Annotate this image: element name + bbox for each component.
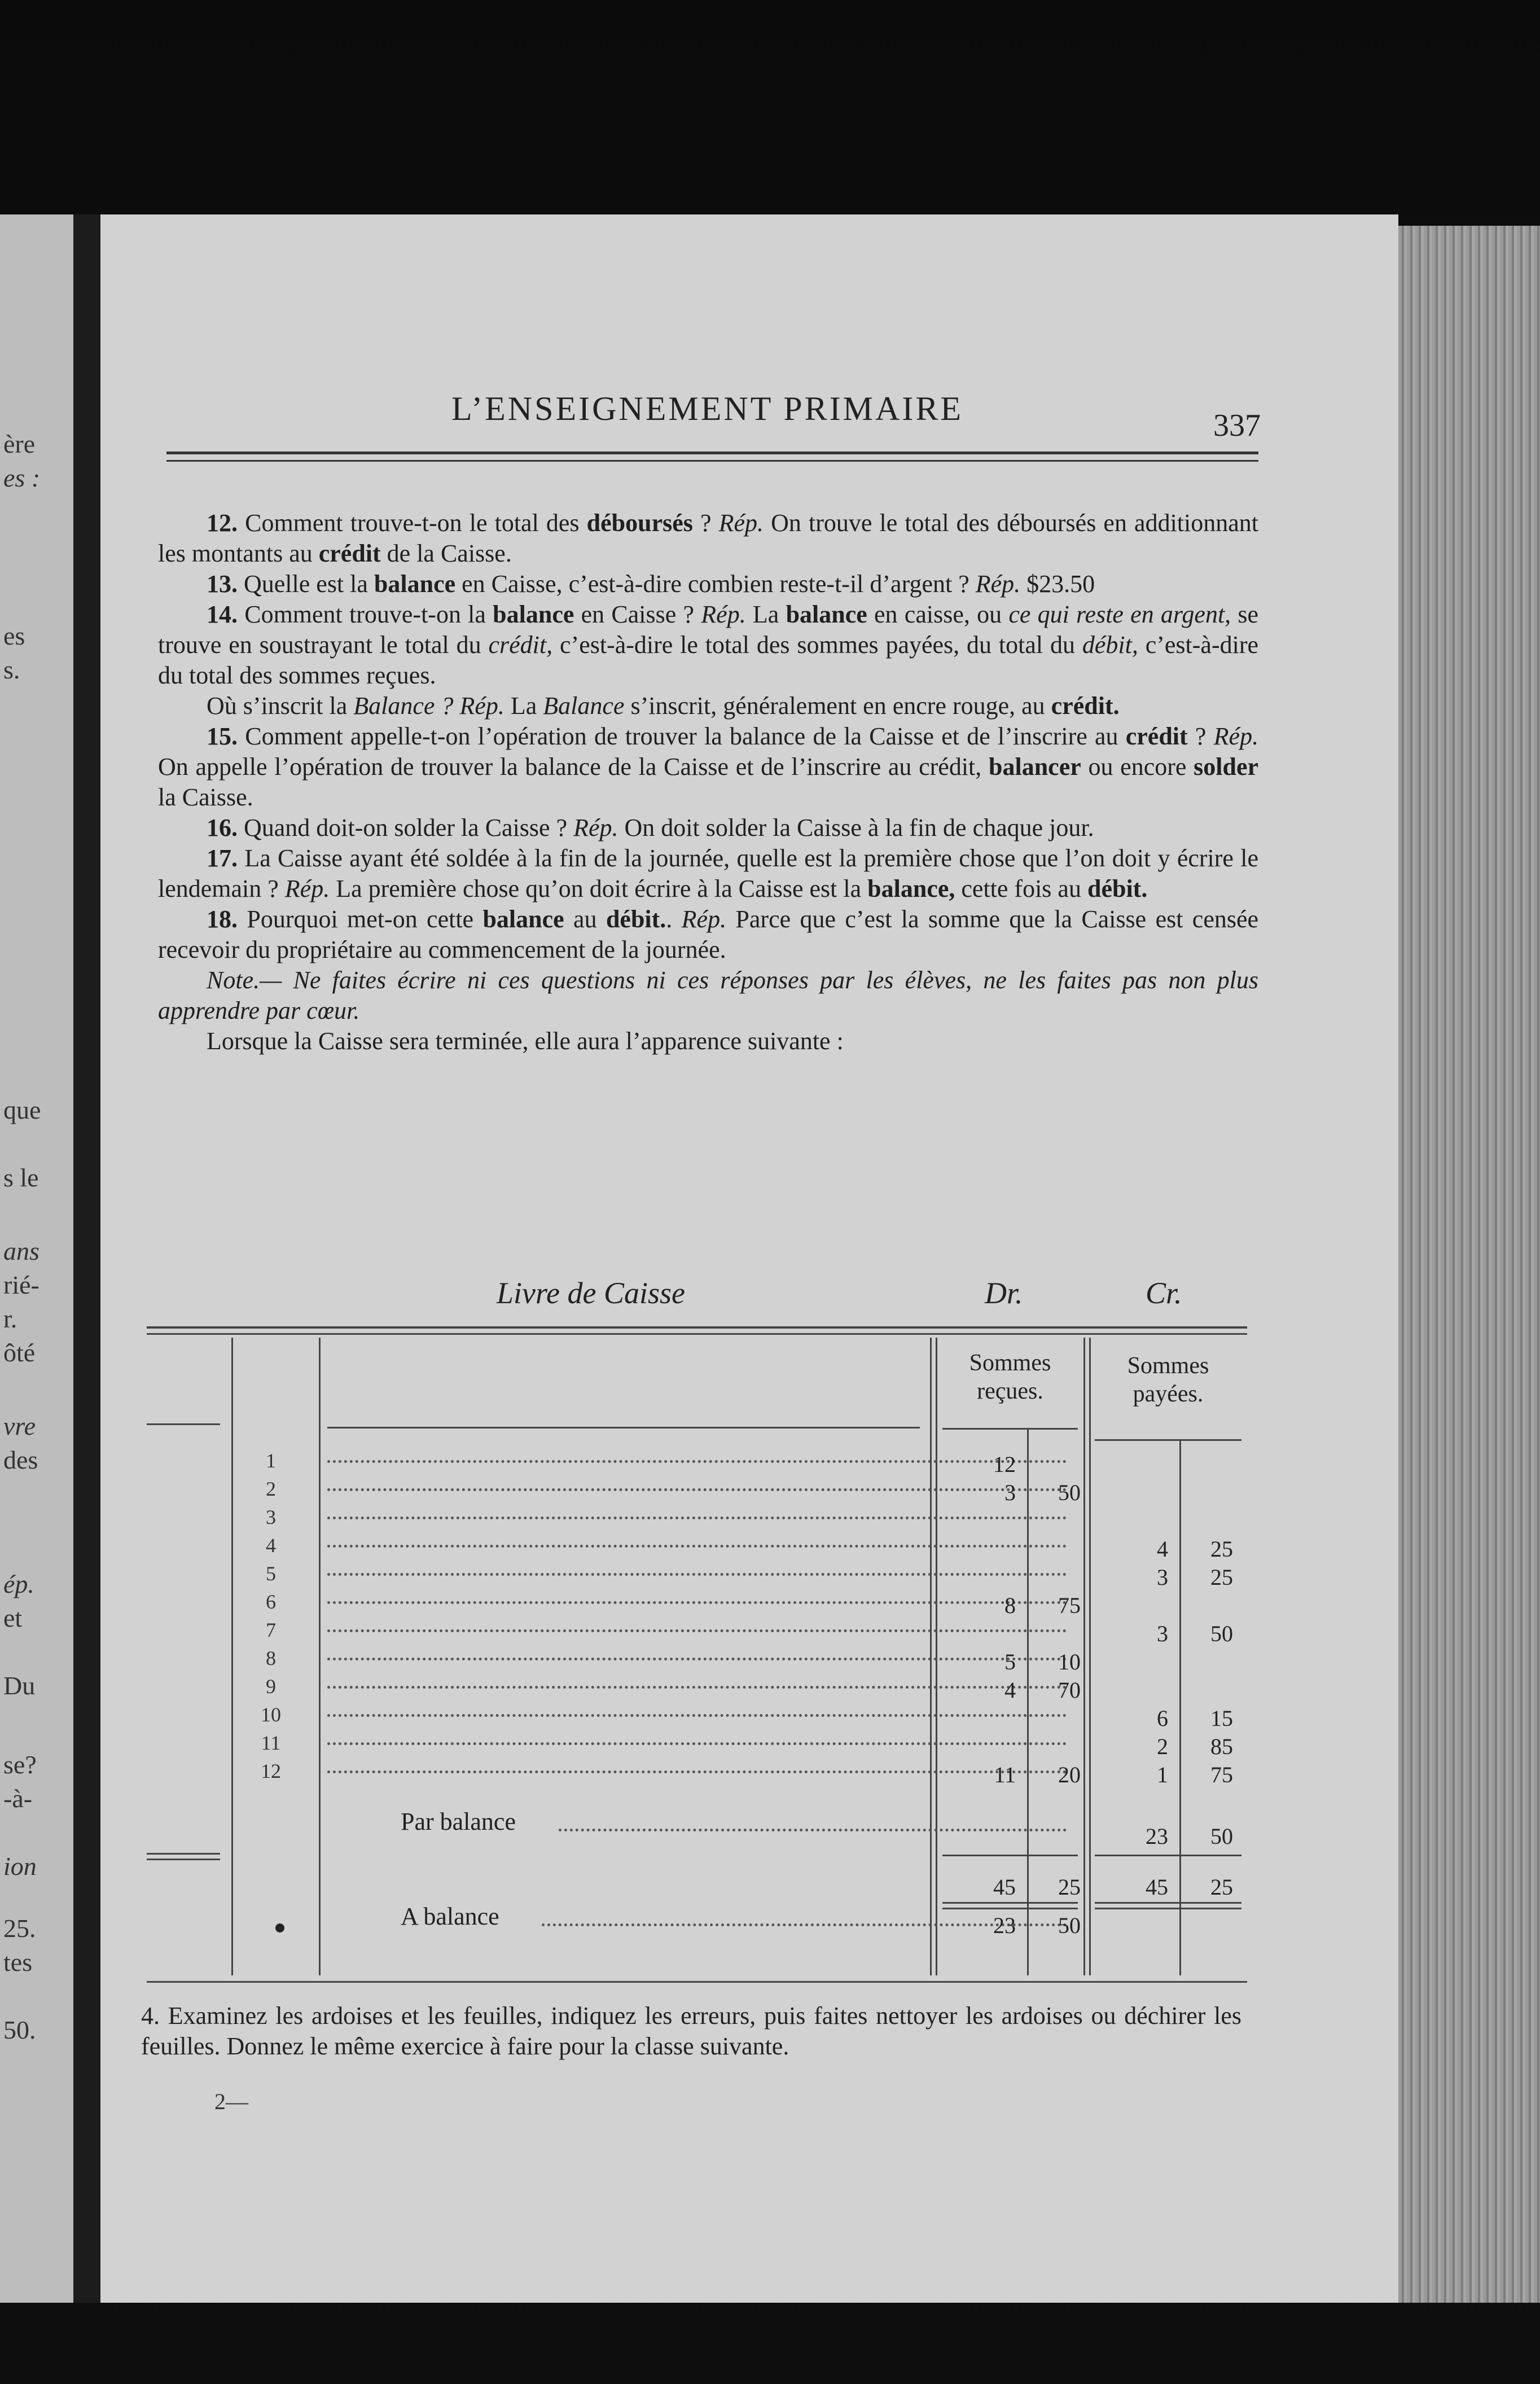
ledger-title: Livre de Caisse bbox=[497, 1276, 685, 1310]
question-12: 12. Comment trouve-t-on le total des déboursés ? Rép. On trouve le total des déboursés en additionnant les montants au crédit de la Caisse. bbox=[158, 509, 1259, 567]
teacher-note: Note.— Ne faites écrire ni ces questions ni ces réponses par les élèves, ne les faites pas non plus apprendre par cœur. bbox=[158, 966, 1258, 1024]
left-margin-text: 25. bbox=[3, 1914, 36, 1943]
footnote: 4. Examinez les ardoises et les feuilles, indiquez les erreurs, puis faites nettoyer les ardoises ou déchirer les feuilles. Donnez le même exercice à faire pour la classe suivante. bbox=[141, 2002, 1241, 2060]
question-15: 15. Comment appelle-t-on l’opération de trouver la balance de la Caisse et de l’inscrire au crédit ? Rép. On appelle l’opération de trouver la balance de la Caisse et de l’inscrire au crédit, balancer ou encore solder la Caisse. bbox=[158, 722, 1259, 811]
cell-recues-cents: 75 bbox=[1058, 1593, 1081, 1618]
cell-recues-cents: 10 bbox=[1058, 1649, 1081, 1675]
row-leader bbox=[327, 1697, 1067, 1717]
ledger-credit-label: Cr. bbox=[1146, 1276, 1182, 1310]
ledger-top-rule bbox=[147, 1326, 1247, 1329]
question-14-followup: Où s’inscrit la Balance ? Rép. La Balance s’inscrit, généralement en encre rouge, au crédit. bbox=[207, 692, 1120, 720]
left-margin-text: des bbox=[3, 1445, 38, 1474]
cell-recues-dollars: 11 bbox=[994, 1762, 1016, 1787]
cell-recues-cents: 20 bbox=[1058, 1762, 1081, 1787]
questions-body bbox=[158, 508, 1258, 1057]
ledger-col-line bbox=[1179, 1439, 1181, 1975]
total-recues-dollars: 45 bbox=[993, 1874, 1016, 1900]
left-margin-text: ion bbox=[3, 1852, 37, 1881]
ledger-intro: Lorsque la Caisse sera terminée, elle aura l’apparence suivante : bbox=[207, 1027, 844, 1055]
cell-payees-dollars: 2 bbox=[1157, 1734, 1168, 1759]
row-number: 3 bbox=[266, 1506, 276, 1528]
ledger-total-rule bbox=[1095, 1855, 1241, 1856]
par-balance-dollars: 23 bbox=[1146, 1824, 1168, 1849]
par-balance-cents: 50 bbox=[1210, 1824, 1233, 1849]
header-rule bbox=[166, 460, 1258, 462]
left-margin-text: que bbox=[3, 1095, 41, 1124]
book-spine bbox=[73, 214, 100, 2303]
par-balance-leader bbox=[559, 1812, 1067, 1831]
ledger-total-rule bbox=[1095, 1902, 1241, 1904]
page-edges bbox=[1398, 226, 1540, 2303]
row-leader bbox=[327, 1612, 1067, 1632]
cell-payees-dollars: 4 bbox=[1157, 1536, 1168, 1562]
question-16: 16. Quand doit-on solder la Caisse ? Rép. On doit solder la Caisse à la fin de chaque jour. bbox=[207, 814, 1094, 842]
ledger-top-rule bbox=[147, 1333, 1247, 1335]
header-rule bbox=[166, 452, 1258, 454]
left-margin-text: et bbox=[3, 1603, 23, 1632]
cell-payees-dollars: 1 bbox=[1157, 1762, 1168, 1787]
row-number: 5 bbox=[266, 1562, 276, 1585]
a-balance-label: A balance bbox=[401, 1903, 499, 1930]
cell-recues-dollars: 12 bbox=[993, 1452, 1016, 1477]
col-header-sommes-recues: Sommes reçues. bbox=[969, 1350, 1051, 1404]
question-18: 18. Pourquoi met-on cette balance au débit.. Rép. Parce que c’est la somme que la Caisse est censée recevoir du propriétaire au commencement de la journée. bbox=[158, 905, 1259, 963]
ledger-total-rule bbox=[1095, 1908, 1241, 1909]
cell-recues-dollars: 5 bbox=[1004, 1649, 1016, 1675]
left-margin-text: ans bbox=[3, 1237, 40, 1265]
ledger-col-line bbox=[1083, 1338, 1085, 1975]
cell-payees-cents: 50 bbox=[1210, 1621, 1233, 1646]
ledger-header-rule bbox=[1095, 1439, 1241, 1441]
left-margin-text: rié- bbox=[3, 1270, 40, 1299]
cell-recues-dollars: 4 bbox=[1004, 1677, 1016, 1703]
a-balance-cents: 50 bbox=[1058, 1913, 1081, 1938]
row-number: 6 bbox=[266, 1590, 276, 1613]
question-14: 14. Comment trouve-t-on la balance en Caisse ? Rép. La balance en caisse, ou ce qui reste en argent, se trouve en soustrayant le total du crédit, c’est-à-dire le total des sommes payées, du total du débit, c’est-à-dire du total des sommes reçues. bbox=[158, 601, 1259, 689]
ledger-debit-label: Dr. bbox=[985, 1276, 1023, 1310]
total-payees-cents: 25 bbox=[1210, 1874, 1233, 1900]
left-margin-text: r. bbox=[3, 1304, 17, 1333]
ledger-header-rule bbox=[147, 1423, 220, 1425]
cell-payees-cents: 75 bbox=[1210, 1762, 1233, 1787]
a-balance-dollars: 23 bbox=[993, 1913, 1016, 1938]
cell-recues-dollars: 8 bbox=[1004, 1593, 1016, 1618]
ledger-total-rule bbox=[942, 1902, 1078, 1904]
cell-payees-dollars: 3 bbox=[1157, 1565, 1168, 1590]
ledger-header-rule bbox=[942, 1428, 1078, 1430]
running-header: L’ENSEIGNEMENT PRIMAIRE bbox=[451, 390, 964, 427]
par-balance-label: Par balance bbox=[401, 1808, 516, 1835]
ledger-col-line bbox=[1089, 1338, 1091, 1975]
row-number: 4 bbox=[266, 1534, 276, 1557]
ledger-total-rule bbox=[147, 1853, 220, 1855]
cell-payees-dollars: 6 bbox=[1157, 1706, 1168, 1731]
left-margin-text: Du bbox=[3, 1671, 36, 1700]
left-margin-text: es : bbox=[3, 463, 41, 492]
ledger-col-line bbox=[319, 1338, 321, 1975]
row-number: 10 bbox=[261, 1703, 281, 1726]
left-margin-text: s le bbox=[3, 1163, 39, 1192]
col-header-sommes-payees: Sommes payées. bbox=[1127, 1353, 1209, 1407]
left-margin-text: ép. bbox=[3, 1570, 34, 1598]
cell-payees-cents: 25 bbox=[1210, 1565, 1233, 1590]
total-recues-cents: 25 bbox=[1058, 1874, 1081, 1900]
cell-payees-cents: 15 bbox=[1210, 1706, 1233, 1731]
question-13: 13. Quelle est la balance en Caisse, c’est-à-dire combien reste-t-il d’argent ? Rép. $23.50 bbox=[207, 570, 1095, 598]
row-leader bbox=[327, 1725, 1067, 1745]
row-number: 8 bbox=[266, 1647, 276, 1669]
signature-mark: 2— bbox=[214, 2089, 248, 2114]
page-number: 337 bbox=[1213, 408, 1261, 443]
left-margin-text: ère bbox=[3, 430, 36, 458]
left-margin-text: 50. bbox=[3, 2015, 36, 2044]
left-page-fragment bbox=[0, 214, 73, 2303]
cell-recues-cents: 50 bbox=[1058, 1480, 1081, 1505]
left-margin-text: se? bbox=[3, 1750, 37, 1779]
left-margin-text: -à- bbox=[3, 1784, 33, 1813]
question-17: 17. La Caisse ayant été soldée à la fin de la journée, quelle est la première chose que l’on doit y écrire le lendemain ? Rép. La première chose qu’on doit écrire à la Caisse est la balance, cette fois au débit. bbox=[158, 844, 1259, 902]
cash-book-ledger bbox=[147, 1264, 1253, 1998]
ledger-bottom-rule bbox=[147, 1981, 1247, 1983]
ledger-total-rule bbox=[942, 1855, 1078, 1856]
row-number: 7 bbox=[266, 1619, 276, 1641]
cell-recues-cents: 70 bbox=[1058, 1677, 1081, 1703]
left-margin-text: vre bbox=[3, 1412, 36, 1440]
left-margin-text: es bbox=[3, 621, 25, 650]
row-number: 2 bbox=[266, 1478, 276, 1500]
row-number: 12 bbox=[261, 1760, 281, 1782]
row-leader bbox=[327, 1556, 1067, 1576]
left-margin-text: tes bbox=[3, 1948, 33, 1977]
bullet-mark bbox=[275, 1923, 284, 1932]
row-number: 1 bbox=[266, 1449, 276, 1472]
cell-payees-cents: 85 bbox=[1210, 1734, 1233, 1759]
cell-payees-cents: 25 bbox=[1210, 1536, 1233, 1562]
row-leader bbox=[327, 1528, 1067, 1548]
cell-payees-dollars: 3 bbox=[1157, 1621, 1168, 1646]
cell-recues-dollars: 3 bbox=[1004, 1480, 1016, 1505]
left-margin-text: s. bbox=[3, 655, 20, 684]
row-leader bbox=[327, 1500, 1067, 1519]
row-number: 9 bbox=[266, 1675, 276, 1698]
row-number: 11 bbox=[261, 1732, 281, 1754]
ledger-total-rule bbox=[147, 1859, 220, 1860]
total-payees-dollars: 45 bbox=[1146, 1874, 1168, 1900]
ledger-header-rule bbox=[327, 1427, 920, 1428]
left-margin-text: ôté bbox=[3, 1338, 36, 1367]
ledger-col-line bbox=[231, 1338, 233, 1975]
